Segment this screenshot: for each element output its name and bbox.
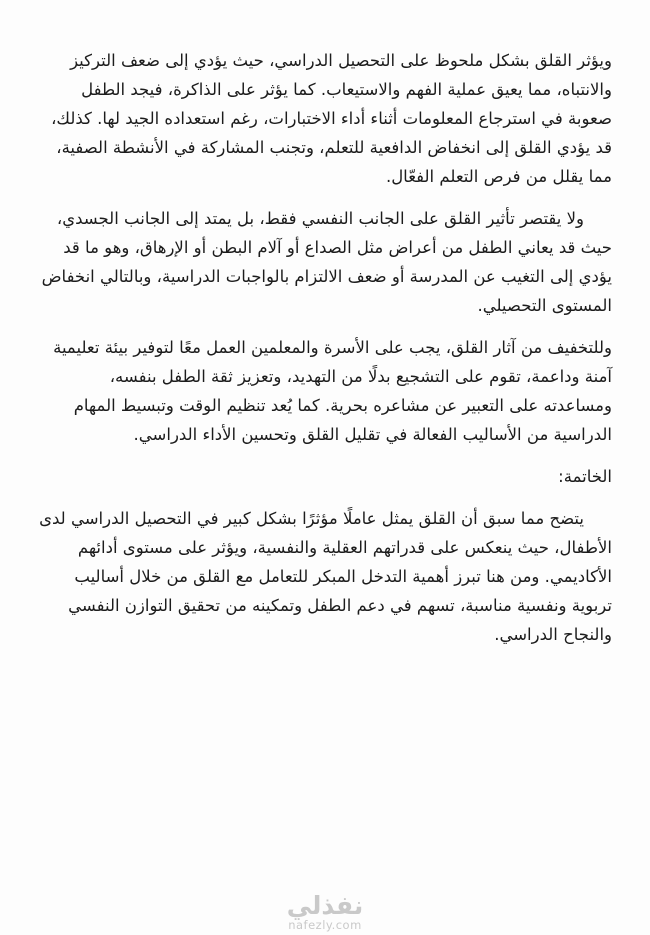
watermark (287, 893, 364, 932)
nafezly-logo: نفذلي (286, 891, 364, 920)
body-paragraph: وللتخفيف من آثار القلق، يجب على الأسرة والمعلمين العمل معًا لتوفير بيئة تعليمية آمنة وداعمة، تقوم على التشجيع بدلًا من التهديد، وتعزيز ثقة الطفل بنفسه، ومساعدته على التعبير عن مشاعره بحرية. كما يُعد تنظيم الوقت وتبسيط المهام الدراسية من الأساليب الفعالة في تقليل القلق وتحسين الأداء الدراسي. (53, 338, 612, 444)
conclusion-paragraph: يتضح مما سبق أن القلق يمثل عاملًا مؤثرًا بشكل كبير في التحصيل الدراسي لدى الأطفال، حيث ينعكس على قدراتهم العقلية والنفسية، ويؤثر على مستوى أدائهم الأكاديمي. ومن هنا تبرز أهمية التدخل المبكر للتعامل مع القلق من خلال أساليب تربوية ونفسية مناسبة، تسهم في دعم الطفل وتمكينه من تحقيق التوازن النفسي والنجاح الدراسي. (39, 509, 612, 644)
conclusion-heading: الخاتمة: (558, 467, 612, 486)
body-paragraph: ويؤثر القلق بشكل ملحوظ على التحصيل الدراسي، حيث يؤدي إلى ضعف التركيز والانتباه، مما يعيق عملية الفهم والاستيعاب. كما يؤثر على الذاكرة، فيجد الطفل صعوبة في استرجاع المعلومات أثناء أداء الاختبارات، رغم استعداده الجيد لها. كذلك، قد يؤدي القلق إلى انخفاض الدافعية للتعلم، وتجنب المشاركة في الأنشطة الصفية، مما يقلل من فرص التعلم الفعّال. (51, 51, 612, 186)
body-paragraph: ولا يقتصر تأثير القلق على الجانب النفسي فقط، بل يمتد إلى الجانب الجسدي، حيث قد يعاني الطفل من أعراض مثل الصداع أو آلام البطن أو الإرهاق، وهو ما قد يؤدي إلى التغيب عن المدرسة أو ضعف الالتزام بالواجبات الدراسية، وبالتالي انخفاض المستوى التحصيلي. (41, 209, 612, 315)
nafezly-url: nafezly.com (288, 918, 362, 932)
